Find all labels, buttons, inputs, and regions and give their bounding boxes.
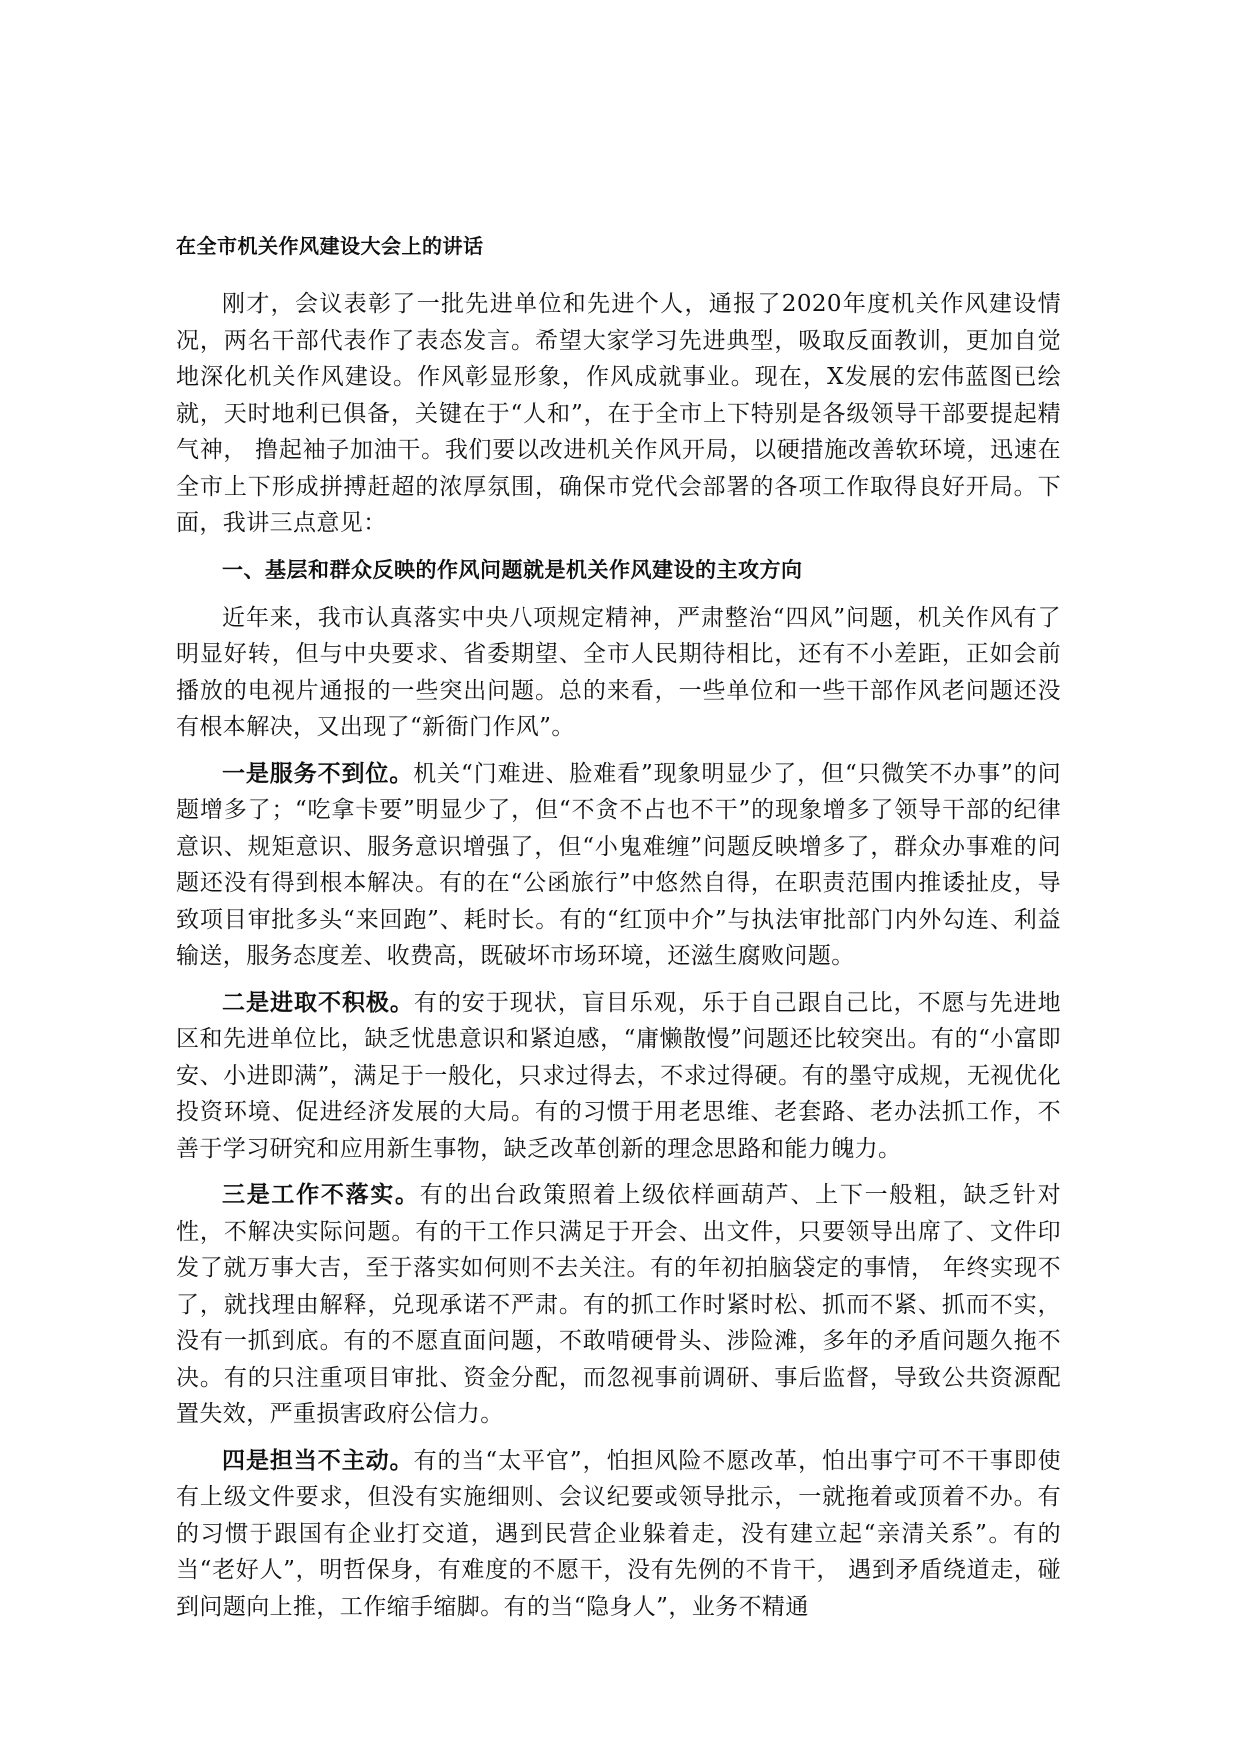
- point-paragraph-3: [176, 1177, 1061, 1433]
- point-paragraph-4: [176, 1443, 1061, 1626]
- point-body: 有的当“太平官”，怕担风险不愿改革，怕出事宁可不干事即使有上级文件要求，但没有实施细则、会议纪要或领导批示，一就拖着或顶着不办。有的习惯于跟国有企业打交道，遇到民营企业躲着走，没有建立起“亲清关系”。有的当“老好人”，明哲保身，有难度的不愿干，没有先例的不肯干， 遇到矛盾绕道走，碰到问题向上推，工作缩手缩脚。有的当“隐身人”，业务不精通: [176, 1447, 1061, 1620]
- intro-paragraph: 刚才，会议表彰了一批先进单位和先进个人，通报了2020年度机关作风建设情况，两名干部代表作了表态发言。希望大家学习先进典型，吸取反面教训，更加自觉地深化机关作风建设。作风彰显形象，作风成就事业。现在，X发展的宏伟蓝图已绘就，天时地利已俱备，关键在于“人和”，在于全市上下特别是各级领导干部要提起精气神， 撸起袖子加油干。我们要以改进机关作风开局，以硬措施改善软环境，迅速在全市上下形成拼搏赶超的浓厚氛围，确保市党代会部署的各项工作取得良好开局。下面，我讲三点意见：: [176, 291, 1061, 536]
- point-body: 有的安于现状，盲目乐观，乐于自己跟自己比，不愿与先进地区和先进单位比，缺乏忧患意识和紧迫感，“庸懒散慢”问题还比较突出。有的“小富即安、小进即满”，满足于一般化，只求过得去，不求过得硬。有的墨守成规，无视优化投资环境、促进经济发展的大局。有的习惯于用老思维、老套路、老办法抓工作，不善于学习研究和应用新生事物，缺乏改革创新的理念思路和能力魄力。: [176, 989, 1061, 1162]
- document-title: 在全市机关作风建设大会上的讲话: [176, 234, 484, 258]
- point-lead: 四是担当不主动。: [222, 1447, 414, 1474]
- section-intro-paragraph: 近年来，我市认真落实中央八项规定精神，严肃整治“四风”问题，机关作风有了明显好转，但与中央要求、省委期望、全市人民期待相比，还有不小差距，正如会前播放的电视片通报的一些突出问题。总的来看，一些单位和一些干部作风老问题还没有根本解决，又出现了“新衙门作风”。: [176, 604, 1061, 740]
- point-body: 有的出台政策照着上级依样画葫芦、上下一般粗，缺乏针对性，不解决实际问题。有的干工作只满足于开会、出文件，只要领导出席了、文件印发了就万事大吉，至于落实如何则不去关注。有的年初拍脑袋定的事情， 年终实现不了，就找理由解释，兑现承诺不严肃。有的抓工作时紧时松、抓而不紧、抓而不实，没有一抓到底。有的不愿直面问题，不敢啃硬骨头、涉险滩，多年的矛盾问题久拖不决。有的只注重项目审批、资金分配，而忽视事前调研、事后监督，导致公共资源配置失效，严重损害政府公信力。: [176, 1182, 1062, 1427]
- section-heading: 一、基层和群众反映的作风问题就是机关作风建设的主攻方向: [222, 557, 803, 582]
- document-body: [176, 228, 1061, 1635]
- point-lead: 三是工作不落实。: [222, 1182, 420, 1208]
- point-lead: 一是服务不到位。: [222, 760, 414, 787]
- point-paragraph-1: [176, 756, 1061, 975]
- point-paragraph-2: [176, 985, 1061, 1168]
- point-body: 机关“门难进、脸难看”现象明显少了，但“只微笑不办事”的问题增多了；“吃拿卡要”明显少了，但“不贪不占也不干”的现象增多了领导干部的纪律意识、规矩意识、服务意识增强了，但“小鬼难缠”问题反映增多了，群众办事难的问题还没有得到根本解决。有的在“公函旅行”中悠然自得，在职责范围内推诿扯皮，导致项目审批多头“来回跑”、耗时长。有的“红顶中介”与执法审批部门内外勾连、利益输送，服务态度差、收费高，既破坏市场环境，还滋生腐败问题。: [176, 760, 1062, 969]
- point-lead: 二是进取不积极。: [222, 989, 414, 1016]
